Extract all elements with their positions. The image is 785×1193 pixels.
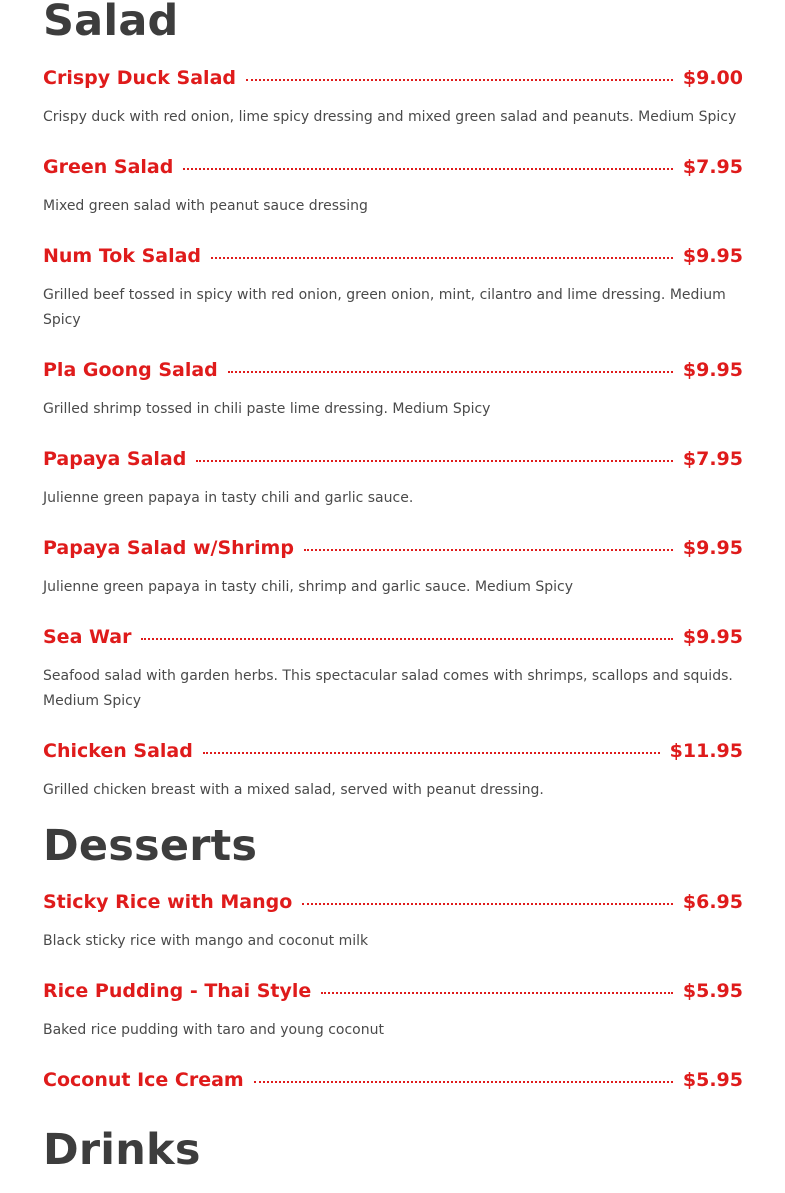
menu-item bbox=[43, 241, 743, 333]
item-price: $9.00 bbox=[682, 67, 743, 89]
menu-item bbox=[43, 444, 743, 511]
item-price: $7.95 bbox=[682, 156, 743, 178]
item-description: Baked rice pudding with taro and young coconut bbox=[43, 1022, 384, 1038]
dot-leader bbox=[246, 79, 673, 81]
item-price: $6.95 bbox=[682, 891, 743, 913]
item-description: Seafood salad with garden herbs. This spectacular salad comes with shrimps, scallops and squids. Medium Spicy bbox=[43, 668, 733, 709]
menu-item bbox=[43, 887, 743, 954]
item-price: $11.95 bbox=[669, 740, 743, 762]
dot-leader bbox=[141, 638, 672, 640]
item-description: Julienne green papaya in tasty chili and garlic sauce. bbox=[43, 490, 414, 506]
section-title-desserts: Desserts bbox=[43, 821, 258, 871]
item-name: Rice Pudding - Thai Style bbox=[43, 980, 312, 1002]
dot-leader bbox=[196, 460, 673, 462]
dot-leader bbox=[211, 257, 673, 259]
dot-leader bbox=[228, 371, 673, 373]
item-description: Grilled chicken breast with a mixed salad, served with peanut dressing. bbox=[43, 782, 544, 798]
item-name: Sea War bbox=[43, 626, 132, 648]
item-description: Grilled shrimp tossed in chili paste lime dressing. Medium Spicy bbox=[43, 401, 491, 417]
menu-item bbox=[43, 736, 743, 803]
menu-item bbox=[43, 355, 743, 422]
menu-item bbox=[43, 63, 743, 130]
item-name: Green Salad bbox=[43, 156, 174, 178]
dot-leader bbox=[304, 549, 673, 551]
item-price: $9.95 bbox=[682, 359, 743, 381]
item-price: $9.95 bbox=[682, 245, 743, 267]
item-description: Black sticky rice with mango and coconut milk bbox=[43, 933, 369, 949]
item-name: Crispy Duck Salad bbox=[43, 67, 236, 89]
item-name: Papaya Salad bbox=[43, 448, 187, 470]
menu-item bbox=[43, 152, 743, 219]
dot-leader bbox=[183, 168, 673, 170]
item-name: Coconut Ice Cream bbox=[43, 1069, 244, 1091]
item-name: Chicken Salad bbox=[43, 740, 193, 762]
dot-leader bbox=[321, 992, 673, 994]
dot-leader bbox=[302, 903, 673, 905]
item-price: $5.95 bbox=[682, 980, 743, 1002]
item-name: Pla Goong Salad bbox=[43, 359, 218, 381]
item-price: $5.95 bbox=[682, 1069, 743, 1091]
item-price: $9.95 bbox=[682, 626, 743, 648]
menu-item bbox=[43, 1065, 743, 1095]
item-description: Mixed green salad with peanut sauce dressing bbox=[43, 198, 368, 214]
menu-item bbox=[43, 533, 743, 600]
item-name: Num Tok Salad bbox=[43, 245, 202, 267]
item-price: $7.95 bbox=[682, 448, 743, 470]
menu-item bbox=[43, 976, 743, 1043]
dot-leader bbox=[254, 1081, 673, 1083]
item-name: Sticky Rice with Mango bbox=[43, 891, 293, 913]
menu-item bbox=[43, 622, 743, 714]
dot-leader bbox=[203, 752, 660, 754]
section-title-drinks: Drinks bbox=[43, 1125, 201, 1175]
item-description: Julienne green papaya in tasty chili, shrimp and garlic sauce. Medium Spicy bbox=[43, 579, 574, 595]
item-description: Crispy duck with red onion, lime spicy dressing and mixed green salad and peanuts. Medium Spicy bbox=[43, 109, 737, 125]
item-name: Papaya Salad w/Shrimp bbox=[43, 537, 294, 559]
section-title-salad: Salad bbox=[43, 0, 179, 46]
item-description: Grilled beef tossed in spicy with red onion, green onion, mint, cilantro and lime dressing. Medium Spicy bbox=[43, 287, 726, 328]
item-price: $9.95 bbox=[682, 537, 743, 559]
